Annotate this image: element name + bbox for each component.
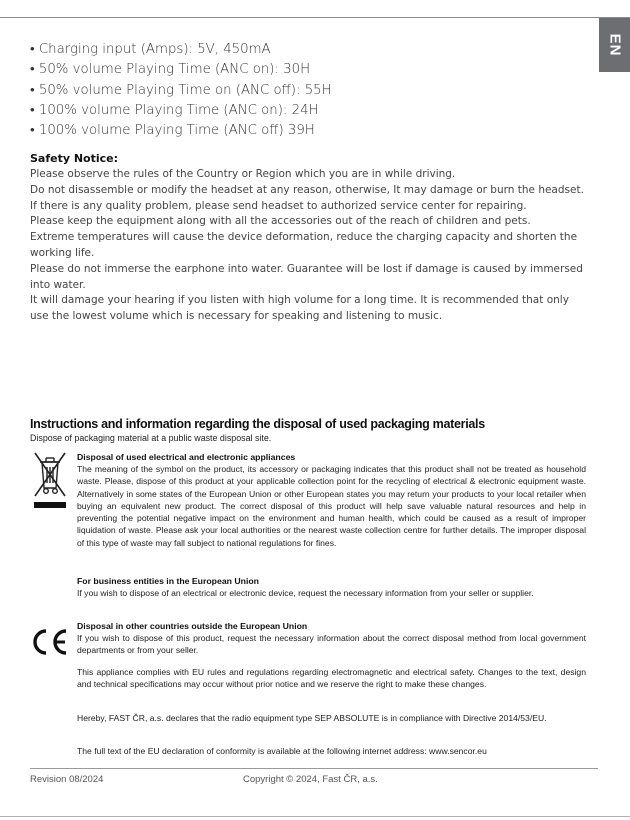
language-tab bbox=[599, 18, 630, 72]
disposal-subtitle: Dispose of packaging material at a public waste disposal site. bbox=[30, 433, 272, 443]
safety-line: Please do not immerse the earphone into water. Guarantee will be lost if damage is caused by immersed into water. bbox=[30, 262, 583, 291]
compliance-text: This appliance complies with EU rules and regulations regarding electromagnetic and electrical safety. Changes to the text, design and technical specifications may occur without prior notice and we reserve the right to make these changes. bbox=[77, 667, 586, 690]
outside-eu-disposal-block bbox=[77, 620, 586, 657]
business-disposal-title: For business entities in the European Union bbox=[77, 576, 259, 586]
safety-line: If there is any quality problem, please send headset to authorized service center for repairing. bbox=[30, 199, 527, 212]
safety-line: Please observe the rules of the Country or Region which you are in while driving. bbox=[30, 168, 456, 180]
compliance-block bbox=[77, 666, 586, 691]
copyright-label: Copyright © 2024, Fast ČR, a.s. bbox=[243, 774, 378, 785]
disposal-section bbox=[30, 417, 590, 443]
spec-item: • 50% volume Playing Time (ANC on): 30H bbox=[30, 62, 311, 78]
spec-list bbox=[30, 40, 590, 141]
outside-eu-disposal-text: If you wish to dispose of this product, request the necessary information about the correct disposal method from local government departments or from your seller. bbox=[77, 633, 586, 656]
safety-line: Please keep the equipment along with all the accessories out of the reach of children and pets. bbox=[30, 215, 531, 228]
safety-line: Extreme temperatures will cause the device deformation, reduce the charging capacity and shorten the working life. bbox=[30, 231, 578, 259]
electrical-disposal-text: The meaning of the symbol on the product, its accessory or packaging indicates that this product shall not be treated as household waste. Please, dispose of this product at your applicable collection point for the recycling of electrical & electronic equipment waste. Alternatively in some states of the European Union or other European states you may return your products to your local retailer when buying an equivalent new product. The correct disposal of this product will help save valuable natural resources and help in preventing the potential negative impact on the environment and human health, which could be caused as a result of improper liquidation of waste. Please ask your local authorities or the nearest waste collection centre for further details. The improper disposal of this type of waste may fall subject to national regulations for fines. bbox=[77, 464, 586, 548]
disposal-title: Instructions and information regarding the disposal of used packaging materials bbox=[30, 417, 485, 431]
business-disposal-block bbox=[77, 575, 586, 599]
spec-item: • Charging input (Amps): 5V, 450mA bbox=[30, 42, 271, 57]
safety-line: It will damage your hearing if you listen with high volume for a long time. It is recommended that only use the lowest volume which is necessary for speaking and listening to music. bbox=[30, 294, 569, 323]
full-text-text: The full text of the EU declaration of conformity is available at the following internet address: www.sencor.eu bbox=[77, 746, 487, 756]
safety-line: Do not disassemble or modify the headset at any reason, otherwise, It may damage or burn the headset. bbox=[30, 183, 584, 196]
top-divider bbox=[0, 17, 630, 18]
full-text-block bbox=[77, 745, 586, 757]
spec-item: • 50% volume Playing Time on (ANC off): 55H bbox=[30, 82, 332, 98]
spec-item: • 100% volume Playing Time (ANC off) 39H bbox=[30, 123, 315, 139]
bottom-divider bbox=[0, 816, 630, 817]
revision-label: Revision 08/2024 bbox=[30, 774, 104, 785]
declaration-text: Hereby, FAST ČR, a.s. declares that the radio equipment type SEP ABSOLUTE is in compliance with Directive 2014/53/EU. bbox=[77, 713, 547, 723]
business-disposal-text: If you wish to dispose of an electrical or electronic device, request the necessary information from your seller or supplier. bbox=[77, 588, 534, 598]
footer-divider bbox=[30, 768, 598, 769]
electrical-disposal-block bbox=[77, 451, 586, 549]
electrical-disposal-title: Disposal of used electrical and electronic appliances bbox=[77, 452, 296, 462]
crossed-out-wheelie-bin-icon bbox=[33, 450, 67, 510]
safety-notice-title: Safety Notice: bbox=[30, 152, 119, 165]
language-tab-label: EN bbox=[606, 33, 623, 57]
declaration-block bbox=[77, 712, 586, 724]
spec-item: • 100% volume Playing Time (ANC on): 24H bbox=[30, 102, 319, 118]
outside-eu-disposal-title: Disposal in other countries outside the European Union bbox=[77, 621, 308, 631]
safety-notice bbox=[30, 152, 590, 325]
ce-mark-icon bbox=[30, 628, 70, 656]
